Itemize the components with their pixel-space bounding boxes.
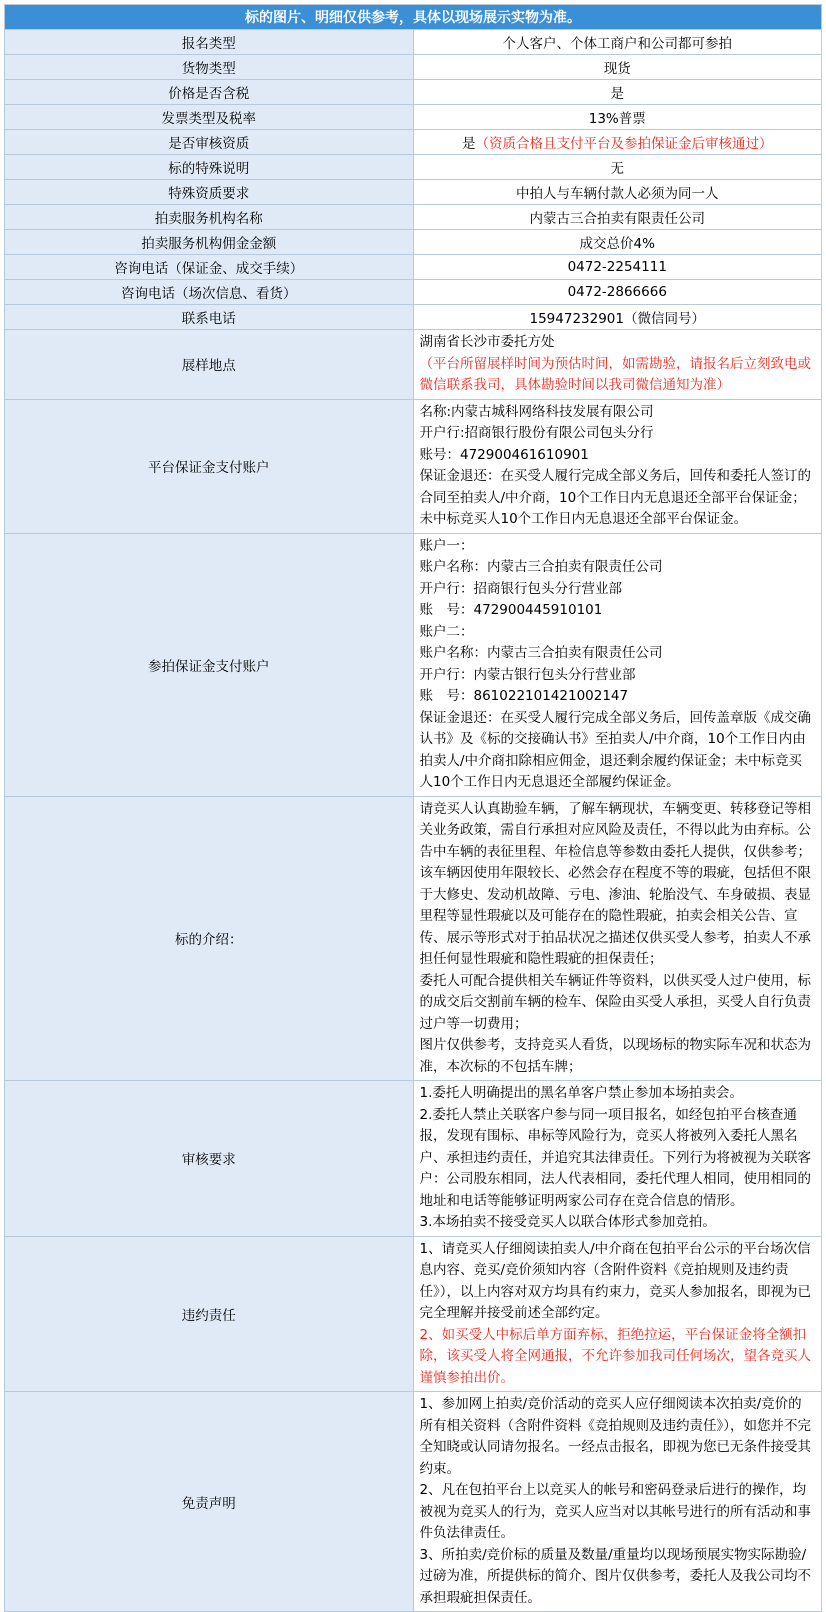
table-row — [5, 205, 822, 230]
deposit-refund-text: 保证金退还：在买受人履行完成全部义务后，回传盖章版《成交确认书》及《标的交接确认书》至拍卖人/中介商，10个工作日内由拍卖人/中介商扣除相应佣金，退还剩余履约保证金；未中标竞买人10个工作日内无息退还全部履约保证金。 — [419, 709, 811, 790]
review-item: 3.本场拍卖不接受竞买人以联合体形式参加竞拍。 — [419, 1214, 716, 1230]
table-row — [5, 55, 822, 80]
intro-row — [5, 796, 822, 1081]
table-row — [5, 155, 822, 180]
viewing-notice: （平台所留展样时间为预估时间，如需勘验，请报名后立刻致电或微信联系我司，具体勘验时间以我司微信通知为准） — [419, 355, 811, 393]
row-value: 0472-2254111 — [413, 255, 822, 280]
platform-deposit-row — [5, 399, 822, 533]
table-row — [5, 105, 822, 130]
row-label: 标的特殊说明 — [5, 155, 414, 180]
account-name: 账户名称：内蒙古三合拍卖有限责任公司 — [419, 559, 663, 575]
row-label: 免责声明 — [5, 1392, 414, 1612]
table-row — [5, 180, 822, 205]
row-value: 中拍人与车辆付款人必须为同一人 — [413, 180, 822, 205]
review-item: 1.委托人明确提出的黑名单客户禁止参加本场拍卖会。 — [419, 1085, 743, 1101]
row-label: 货物类型 — [5, 55, 414, 80]
review-row — [5, 1081, 822, 1237]
row-value: 无 — [413, 155, 822, 180]
account-number: 账 号：861022101421002147 — [419, 688, 629, 704]
row-value: 15947232901（微信同号） — [413, 305, 822, 330]
table-row — [5, 255, 822, 280]
row-value-qualification — [413, 130, 822, 155]
auction-deposit-row — [5, 533, 822, 796]
review-value — [413, 1081, 822, 1237]
breach-row — [5, 1236, 822, 1392]
account-bank: 开户行：内蒙古银行包头分行营业部 — [419, 666, 636, 683]
viewing-address: 湖南省长沙市委托方处 — [419, 334, 555, 350]
disclaimer-item: 3、所拍卖/竞价标的质量及数量/重量均以现场预展实物实际勘验/过磅为准，所提供标的简介、图片仅供参考，委托人及我公司均不承担瑕疵担保责任。 — [419, 1546, 811, 1606]
intro-paragraph: 委托人可配合提供相关车辆证件等资料，以供买受人过户使用，标的成交后交割前车辆的检车、保险由买受人承担，买受人自行负责过户等一切费用； — [419, 972, 811, 1032]
disclaimer-row — [5, 1392, 822, 1612]
row-label: 参拍保证金支付账户 — [5, 533, 414, 796]
disclaimer-value — [413, 1392, 822, 1612]
breach-value — [413, 1236, 822, 1392]
auction-info-table — [4, 4, 822, 1612]
row-label: 平台保证金支付账户 — [5, 399, 414, 533]
qualification-answer: 是 — [462, 136, 476, 152]
account-number: 账号：472900461610901 — [419, 446, 589, 463]
row-label: 特殊资质要求 — [5, 180, 414, 205]
disclaimer-item: 2、凡在包拍平台上以竞买人的帐号和密码登录后进行的操作，均被视为竞买人的行为，竞买人应当对以其帐号进行的所有活动和事件负法律责任。 — [419, 1482, 811, 1541]
account-heading: 账户一： — [419, 537, 474, 554]
row-label: 展样地点 — [5, 330, 414, 400]
row-value: 个人客户、个体工商户和公司都可参拍 — [413, 30, 822, 55]
breach-item: 1、请竞买人仔细阅读拍卖人/中介商在包拍平台公示的平台场次信息内容、竞买/竞价须知内容（含附件资料《竞拍规则及违约责任》），以上内容对双方均具有约束力，竞买人参加报名，即视为已完全理解并接受前述全部约定。 — [419, 1240, 811, 1321]
review-item: 2.委托人禁止关联客户参与同一项目报名，如经包拍平台核查通报，发现有围标、串标等风险行为，竞买人将被列入委托人黑名户、承担违约责任，并追究其法律责任。下列行为将被视为关联客户：公司股东相同，法人代表相同，委托代理人相同，使用相同的地址和电话等能够证明两家公司存在竞合信息的情形。 — [419, 1106, 811, 1209]
row-value: 13%普票 — [413, 105, 822, 130]
row-label: 咨询电话（保证金、成交手续） — [5, 255, 414, 280]
table-row — [5, 305, 822, 330]
row-label: 拍卖服务机构佣金金额 — [5, 230, 414, 255]
intro-paragraph: 请竞买人认真勘验车辆，了解车辆现状，车辆变更、转移登记等相关业务政策，需自行承担对应风险及责任，不得以此为由弃标。公告中车辆的表征里程、年检信息等参数由委托人提供，仅供参考； — [419, 800, 811, 860]
account-heading: 账户二： — [419, 623, 474, 640]
row-label: 违约责任 — [5, 1236, 414, 1392]
row-label: 发票类型及税率 — [5, 105, 414, 130]
viewing-location-row — [5, 330, 822, 400]
intro-paragraph: 该车辆因使用年限较长、必然会存在程度不等的瑕疵，包括但不限于大修史、发动机故障、亏电、渗油、轮胎没气、车身破损、表显里程等显性瑕疵以及可能存在的隐性瑕疵，拍卖会相关公告、宣传、展示等形式对于拍品状况之描述仅供买受人参考，拍卖人不承担任何显性瑕疵和隐性瑕疵的担保责任； — [419, 865, 811, 967]
row-value: 内蒙古三合拍卖有限责任公司 — [413, 205, 822, 230]
row-label: 联系电话 — [5, 305, 414, 330]
table-row — [5, 80, 822, 105]
account-number: 账 号：472900445910101 — [419, 602, 603, 618]
row-value: 现货 — [413, 55, 822, 80]
breach-warning: 2、如买受人中标后单方面弃标，拒绝拉运，平台保证金将全额扣除，该买受人将全网通报，不允许参加我司任何场次，望各竞买人谨慎参拍出价。 — [419, 1326, 811, 1386]
account-name: 账户名称：内蒙古三合拍卖有限责任公司 — [419, 645, 663, 661]
notice-banner: 标的图片、明细仅供参考，具体以现场展示实物为准。 — [5, 5, 822, 30]
table-row — [5, 230, 822, 255]
row-label: 咨询电话（场次信息、看货） — [5, 280, 414, 305]
row-label: 是否审核资质 — [5, 130, 414, 155]
disclaimer-item: 1、参加网上拍卖/竞价活动的竞买人应仔细阅读本次拍卖/竞价的所有相关资料（含附件资料《竞拍规则及违约责任》），如您并不完全知晓或认同请勿报名。一经点击报名，即视为您已无条件接受其约束。 — [419, 1396, 811, 1477]
table-row — [5, 30, 822, 55]
row-label: 审核要求 — [5, 1081, 414, 1237]
platform-deposit-value — [413, 399, 822, 533]
row-label: 报名类型 — [5, 30, 414, 55]
row-label: 标的介绍： — [5, 796, 414, 1081]
intro-value — [413, 796, 822, 1081]
row-value: 成交总价4% — [413, 230, 822, 255]
row-label: 价格是否含税 — [5, 80, 414, 105]
intro-paragraph: 图片仅供参考，支持竞买人看货，以现场标的物实际车况和状态为准，本次标的不包括车牌； — [419, 1037, 811, 1075]
row-value: 是 — [413, 80, 822, 105]
table-row — [5, 130, 822, 155]
account-name: 名称:内蒙古城科网络科技发展有限公司 — [419, 403, 654, 420]
account-bank: 开户行：招商银行包头分行营业部 — [419, 580, 622, 597]
auction-deposit-value — [413, 533, 822, 796]
deposit-refund-text: 保证金退还：在买受人履行完成全部义务后，回传和委托人签订的合同至拍卖人/中介商，10个工作日内无息退还全部平台保证金；未中标竞买人10个工作日内无息退还全部平台保证金。 — [419, 468, 811, 527]
row-label: 拍卖服务机构名称 — [5, 205, 414, 230]
viewing-location-value — [413, 330, 822, 400]
table-row — [5, 280, 822, 305]
row-value: 0472-2866666 — [413, 280, 822, 305]
account-bank: 开户行:招商银行股份有限公司包头分行 — [419, 425, 654, 441]
qualification-note: （资质合格且支付平台及参拍保证金后审核通过） — [475, 136, 773, 152]
